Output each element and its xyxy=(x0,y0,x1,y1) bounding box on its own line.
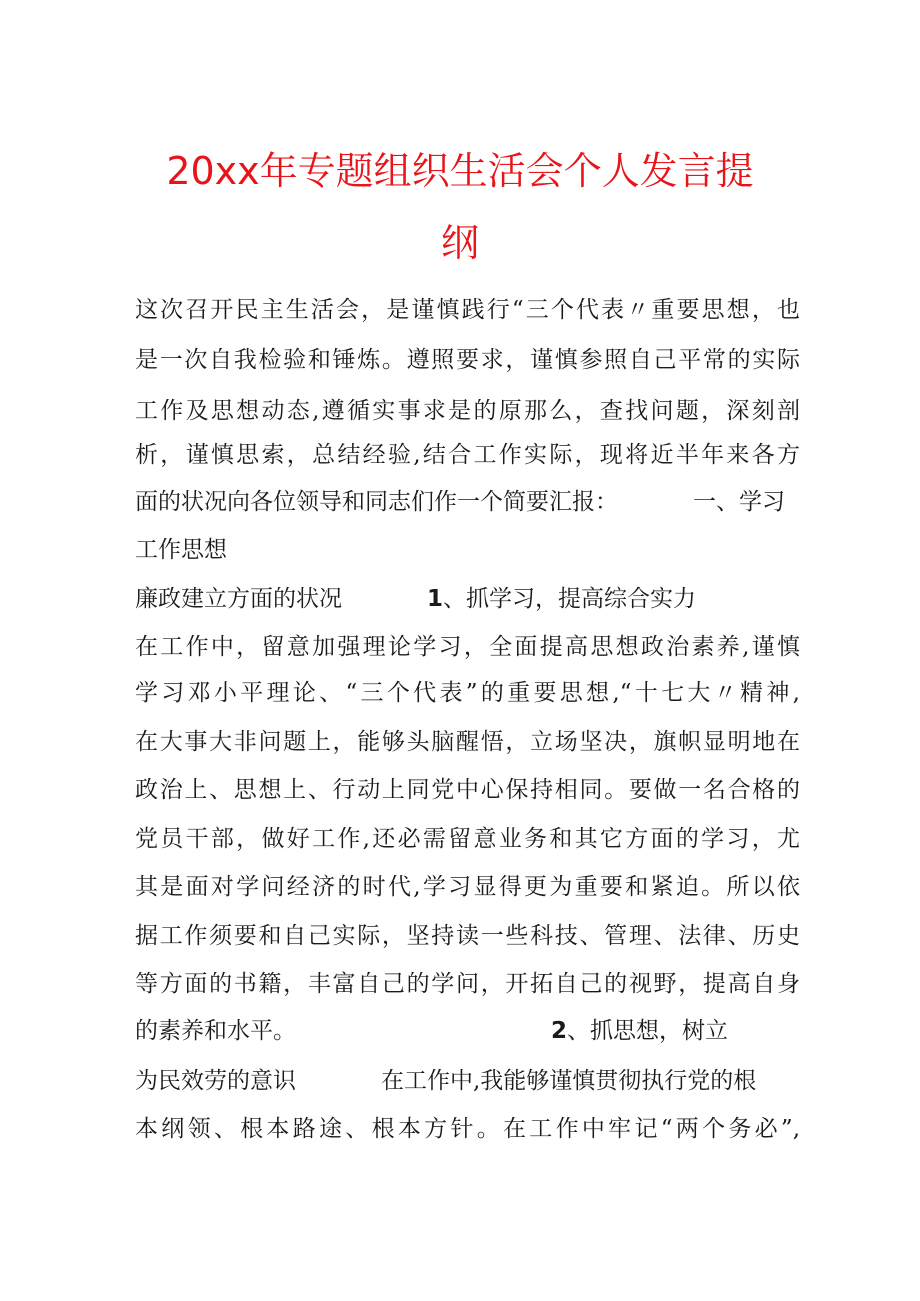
section-heading: 廉政建立方面的状况 xyxy=(135,586,342,612)
body-text-line: 在大事大非问题上，能够头脑醒悟，立场坚决，旗帜显明地在 xyxy=(135,729,800,755)
body-text-line: 政治上、思想上、行动上同党中心保持相同。要做一名合格的 xyxy=(135,777,800,803)
body-text-line: 其是面对学问经济的时代,学习显得更为重要和紧迫。所以依 xyxy=(135,874,800,900)
body-text-line: 学习邓小平理论、“三个代表”的重要思想,“十七大〃精神, xyxy=(135,680,800,706)
subsection-heading: 、抓思想，树立 xyxy=(567,1018,728,1044)
document-title-continued: 纲 xyxy=(440,221,479,265)
body-text-line: 工作思想 xyxy=(135,537,227,563)
body-text-line: 析，谨慎思索，总结经验,结合工作实际，现将近半年来各方 xyxy=(135,442,800,468)
body-text-line: 这次召开民主生活会，是谨慎践行“三个代表〃重要思想，也 xyxy=(135,297,800,323)
subsection-heading: 、抓学习，提高综合实力 xyxy=(443,586,696,612)
body-text-line: 据工作须要和自己实际，坚持读一些科技、管理、法律、历史 xyxy=(135,923,800,949)
body-text-line: 本纲领、根本路途、根本方针。在工作中牢记“两个务必”, xyxy=(135,1116,800,1142)
body-text-segment: 在工作中,我能够谨慎贯彻执行党的根 xyxy=(381,1068,757,1094)
document-title: 20xx年专题组织生活会个人发言提 xyxy=(166,149,754,193)
body-text-line: 在工作中，留意加强理论学习，全面提高思想政治素养,谨慎 xyxy=(135,634,800,660)
body-text-line: 工作及思想动态,遵循实事求是的原那么，查找问题，深刻剖 xyxy=(135,398,800,424)
body-text-line: 党员干部，做好工作,还必需留意业务和其它方面的学习，尤 xyxy=(135,826,800,852)
section-heading: 一、学习 xyxy=(693,489,785,515)
body-text-segment: 的素养和水平。 xyxy=(135,1018,296,1044)
subsection-number: 1 xyxy=(427,586,444,612)
body-text-segment: 面的状况向各位领导和同志们作一个简要汇报： xyxy=(135,489,618,515)
subsection-heading: 为民效劳的意识 xyxy=(135,1068,296,1094)
body-text-line: 是一次自我检验和锤炼。遵照要求，谨慎参照自己平常的实际 xyxy=(135,347,800,373)
subsection-number: 2 xyxy=(551,1018,568,1044)
body-text-line: 等方面的书籍，丰富自己的学问，开拓自己的视野，提高自身 xyxy=(135,971,800,997)
